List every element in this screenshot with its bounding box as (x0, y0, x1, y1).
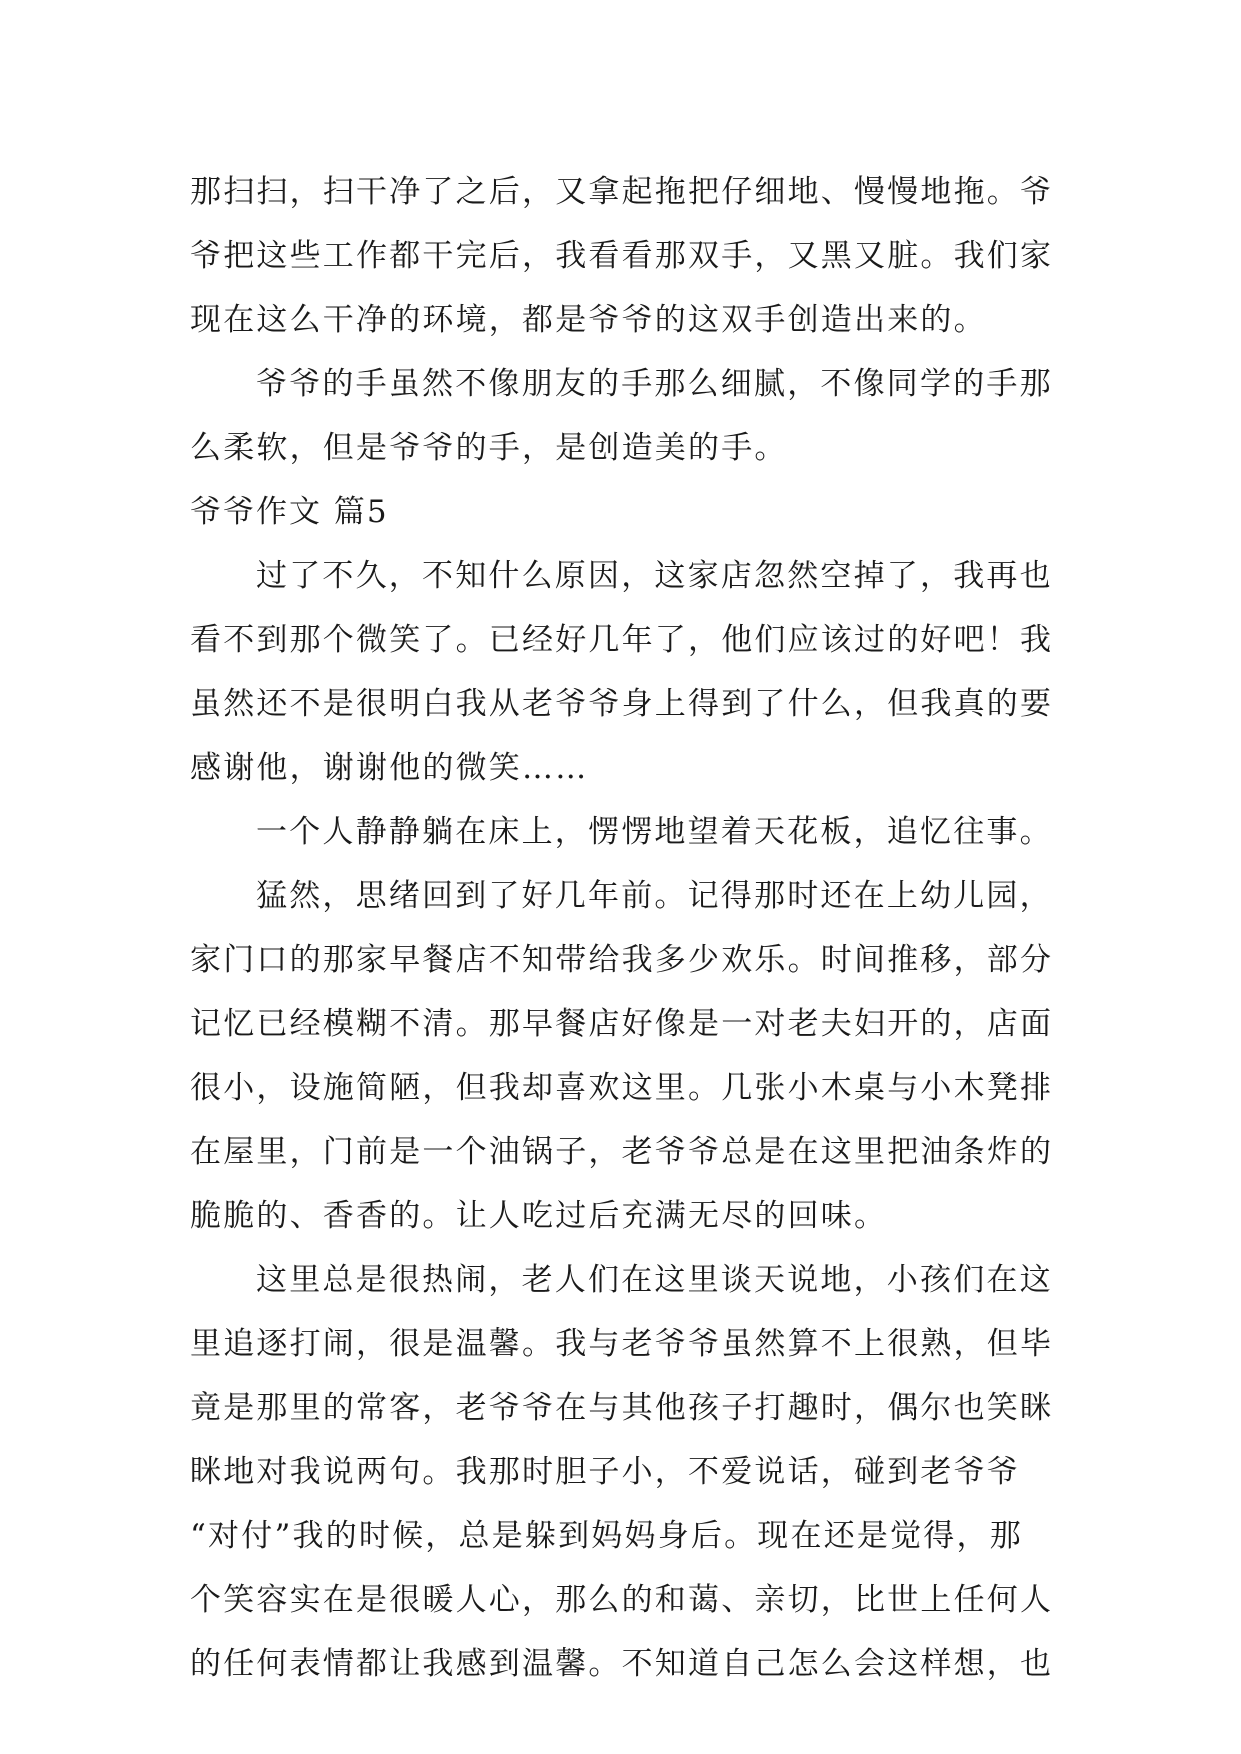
text-line: 这里总是很热闹，老人们在这里谈天说地，小孩们在这 (256, 1262, 1053, 1298)
text-line: 竟是那里的常客，老爷爷在与其他孩子打趣时，偶尔也笑眯 (190, 1390, 1054, 1426)
text-line: 爷把这些工作都干完后，我看看那双手，又黑又脏。我们家 (190, 238, 1054, 274)
section-heading: 爷爷作文 篇5 (190, 494, 389, 530)
text-line: 个笑容实在是很暖人心，那么的和蔼、亲切，比世上任何人 (190, 1582, 1054, 1618)
text-line: 过了不久，不知什么原因，这家店忽然空掉了，我再也 (256, 558, 1053, 594)
text-line: 感谢他，谢谢他的微笑…… (190, 750, 589, 786)
text-line: 那扫扫，扫干净了之后，又拿起拖把仔细地、慢慢地拖。爷 (190, 174, 1054, 210)
text-line: “对付”我的时候，总是躲到妈妈身后。现在还是觉得，那 (190, 1518, 1023, 1554)
text-line: 很小，设施简陋，但我却喜欢这里。几张小木桌与小木凳排 (190, 1070, 1054, 1106)
text-line: 脆脆的、香香的。让人吃过后充满无尽的回味。 (190, 1198, 888, 1234)
text-line: 虽然还不是很明白我从老爷爷身上得到了什么，但我真的要 (190, 686, 1054, 722)
paragraph-5 (190, 864, 1054, 1248)
text-line: 记忆已经模糊不清。那早餐店好像是一对老夫妇开的，店面 (190, 1006, 1054, 1042)
paragraph-2 (190, 352, 1053, 480)
text-line: 猛然，思绪回到了好几年前。记得那时还在上幼儿园， (256, 878, 1053, 914)
text-line: 爷爷的手虽然不像朋友的手那么细腻，不像同学的手那 (256, 366, 1053, 402)
paragraph-4 (190, 800, 1053, 864)
text-line: 看不到那个微笑了。已经好几年了，他们应该过的好吧！我 (190, 622, 1054, 658)
paragraph-6 (190, 1248, 1054, 1696)
text-line: 的任何表情都让我感到温馨。不知道自己怎么会这样想，也 (190, 1646, 1054, 1682)
paragraph-3 (190, 544, 1054, 800)
text-line: 里追逐打闹，很是温馨。我与老爷爷虽然算不上很熟，但毕 (190, 1326, 1054, 1362)
text-line: 现在这么干净的环境，都是爷爷的这双手创造出来的。 (190, 302, 987, 338)
text-line: 在屋里，门前是一个油锅子，老爷爷总是在这里把油条炸的 (190, 1134, 1054, 1170)
text-line: 一个人静静躺在床上，愣愣地望着天花板，追忆往事。 (256, 814, 1053, 850)
document-page (190, 160, 1054, 1696)
paragraph-1 (190, 160, 1054, 352)
text-line: 眯地对我说两句。我那时胆子小，不爱说话，碰到老爷爷 (190, 1454, 1020, 1490)
text-line: 么柔软，但是爷爷的手，是创造美的手。 (190, 430, 788, 466)
text-line: 家门口的那家早餐店不知带给我多少欢乐。时间推移，部分 (190, 942, 1054, 978)
